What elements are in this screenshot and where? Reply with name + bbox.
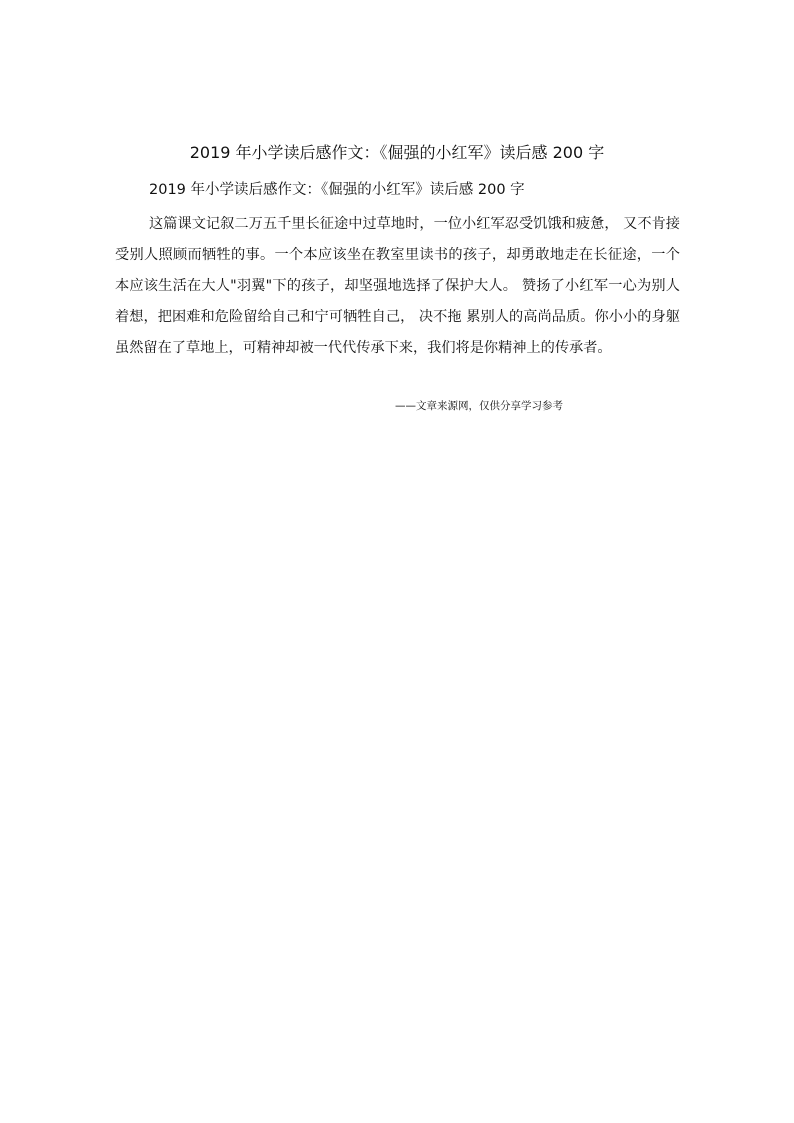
document-title: 2019 年小学读后感作文：《倔强的小红军》读后感 200 字 [189, 143, 605, 162]
document-subtitle: 2019 年小学读后感作文：《倔强的小红军》读后感 200 字 [149, 182, 525, 198]
source-note: ——文章来源网，仅供分享学习参考 [395, 400, 563, 412]
document-body-paragraph: 这篇课文记叙二万五千里长征途中过草地时，一位小红军忍受饥饿和疲惫， 又不肯接受别人照顾而牺牲的事。一个本应该坐在教室里读书的孩子，却勇敢地走在长征途，一个本应该生活在大人"羽翼"下的孩子，却坚强地选择了保护大人。 赞扬了小红军一心为别人着想，把困难和危险留给自己和宁可牺牲自己， 决不拖 累别人的高尚品质。你小小的身躯虽然留在了草地上，可精神却被一代代传承下来，我们将是你精神上的传承者。 [115, 216, 680, 356]
